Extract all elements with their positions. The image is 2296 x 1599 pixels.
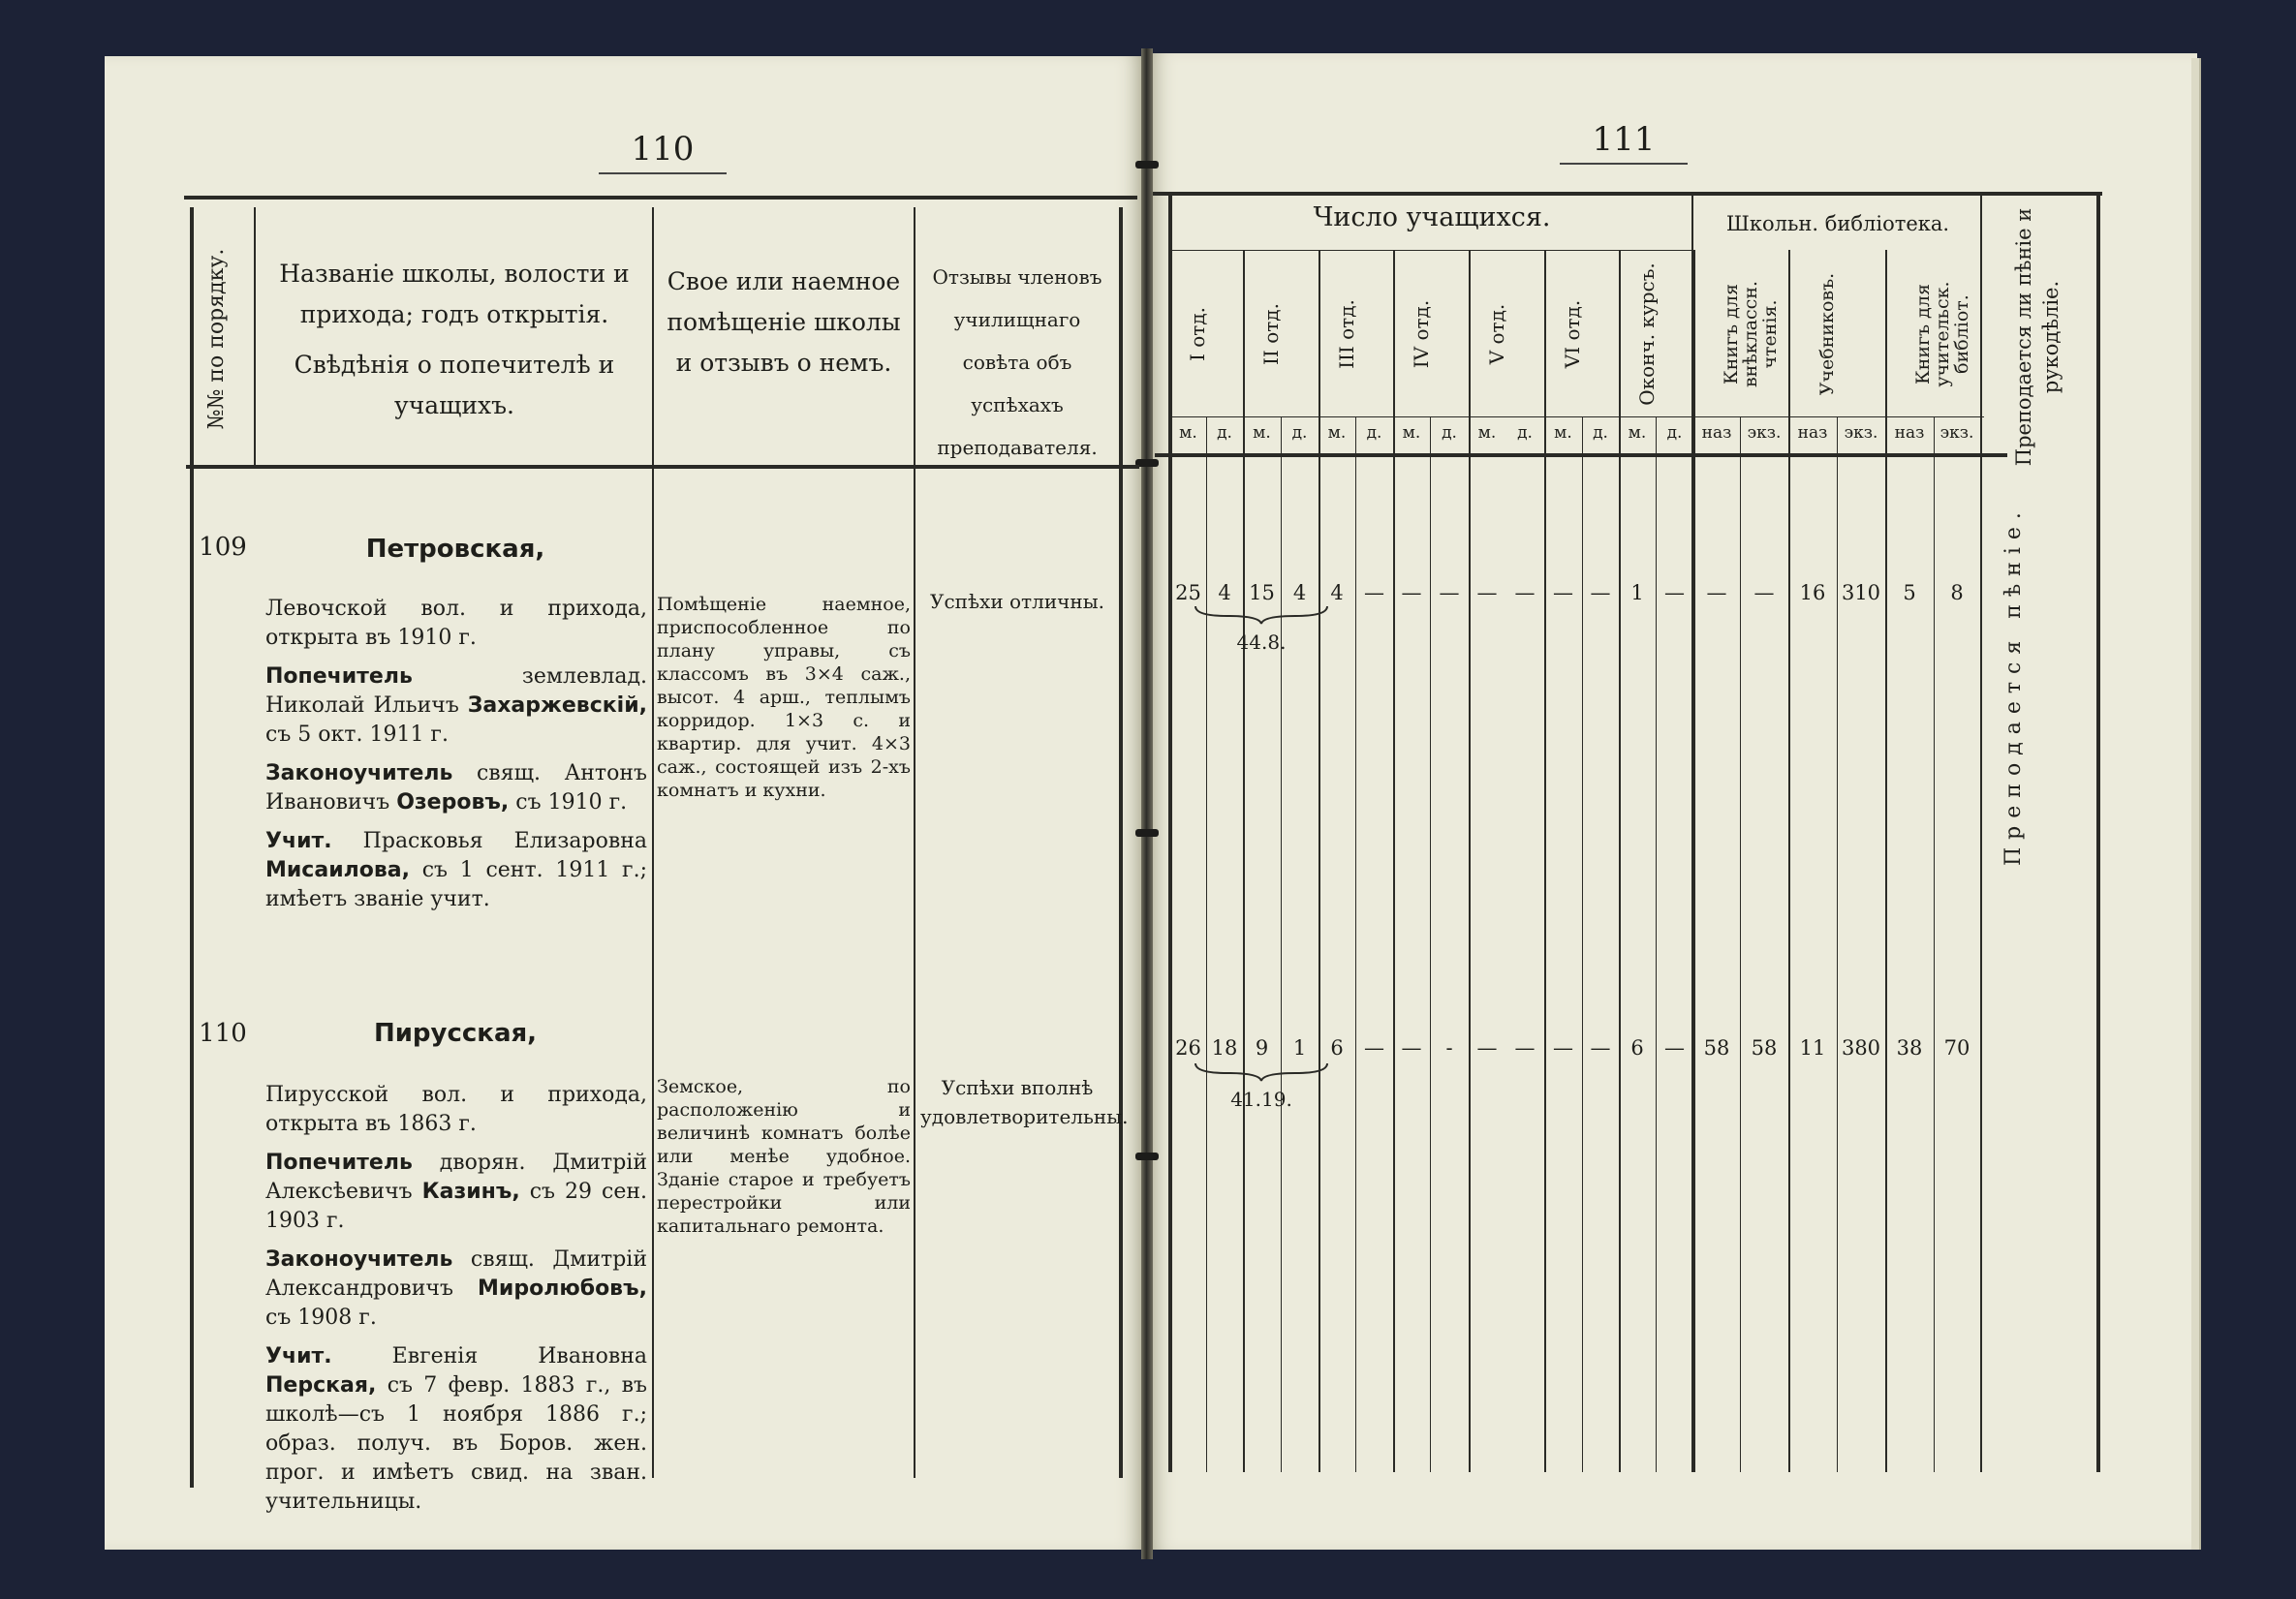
table-top-rule-right	[1153, 192, 2102, 196]
table-cell-value: —	[1753, 581, 1775, 604]
sub-header-md: д.	[1666, 423, 1683, 443]
sub-header-md: м.	[1179, 423, 1197, 443]
trustee-info: Попечитель землевлад. Николай Ильичъ Захаржевскій, съ 5 окт. 1911 г.	[265, 664, 647, 747]
staple	[1135, 829, 1159, 837]
sub-header-md: д.	[1442, 423, 1457, 443]
table-cell-value: —	[1664, 581, 1685, 604]
library-header: Книгъ для учительск. библіот.	[1912, 281, 1972, 387]
staple	[1135, 161, 1159, 169]
total-value: 44.8.	[1236, 630, 1287, 654]
table-cell-value: —	[1476, 581, 1498, 604]
column-divider	[1980, 194, 1982, 1472]
table-cell-value: —	[1590, 581, 1611, 604]
table-cell-value: —	[1439, 581, 1460, 604]
trustee-info: Попечитель дворян. Дмитрій Алексѣевичъ Казинъ, съ 29 сен. 1903 г.	[265, 1151, 648, 1233]
column-divider	[254, 207, 256, 465]
column-divider	[914, 207, 915, 1478]
grade-header: Оконч. курсъ.	[1634, 262, 1659, 406]
table-cell-value: 4	[1292, 581, 1307, 604]
school-name: Пирусская,	[373, 1019, 538, 1048]
header-name: Названіе школы, волости и прихода; годъ открытія.	[279, 260, 630, 328]
table-cell-value: 380	[1841, 1036, 1881, 1060]
column-divider	[652, 207, 654, 1478]
table-cell-value: —	[1476, 1036, 1498, 1060]
header-rule	[1170, 416, 1984, 417]
grade-header: IV отд.	[1410, 299, 1433, 369]
table-cell-value: 16	[1799, 581, 1826, 604]
header-library: Школьн. библіотека.	[1725, 212, 1950, 235]
table-cell-value: 1	[1292, 1036, 1307, 1060]
table-cell-value: 26	[1175, 1036, 1201, 1060]
table-cell-value: 6	[1330, 1036, 1344, 1060]
table-cell-value: 58	[1751, 1036, 1778, 1060]
teacher-info: Учит. Прасковья Елизаровна Мисаилова, съ 1 сент. 1911 г.; имѣетъ званіе учит.	[265, 829, 647, 911]
grid-column-line	[1281, 416, 1282, 1472]
staple	[1135, 1153, 1159, 1160]
table-cell-value: 9	[1255, 1036, 1269, 1060]
sub-header-lib: экз.	[1939, 423, 1974, 443]
table-right-border	[2096, 194, 2100, 1472]
table-cell-value: 58	[1703, 1036, 1730, 1060]
grid-column-line	[1934, 416, 1935, 1472]
row-number: 110	[199, 1019, 247, 1048]
sub-header-md: м.	[1327, 423, 1347, 443]
book-spine	[1141, 48, 1153, 1559]
column-divider	[1119, 207, 1123, 1478]
table-cell-value: 4	[1330, 581, 1344, 604]
table-cell-value: 18	[1211, 1036, 1238, 1060]
total-brace	[1194, 1061, 1329, 1111]
grid-column-line	[1740, 416, 1741, 1472]
law-teacher-info: Законоучитель свящ. Антонъ Ивановичъ Озеровъ, съ 1910 г.	[265, 761, 647, 815]
table-cell-value: 25	[1175, 581, 1201, 604]
header-students: Число учащихся.	[1313, 202, 1551, 232]
sub-header-md: д.	[1517, 423, 1533, 443]
header-rule	[1170, 250, 1693, 251]
table-cell-value: —	[1514, 581, 1536, 604]
table-cell-value: —	[1590, 1036, 1611, 1060]
sub-header-md: д.	[1291, 423, 1308, 443]
table-cell-value: —	[1664, 1036, 1685, 1060]
header-premises: Свое или наемное помѣщеніе школы и отзывъ о немъ.	[667, 267, 901, 377]
school-place: Левочской вол. и прихода, открыта въ 1910 г.	[265, 597, 647, 650]
library-header: Учебниковъ.	[1816, 272, 1838, 396]
page-edge	[2191, 58, 2201, 1550]
teacher-info: Учит. Евгенія Ивановна Перская, съ 7 февр. 1883 г., въ школѣ—съ 1 ноября 1886 г.; образ. получ. въ Боров. жен. прог. и имѣетъ свид. на зван. учительницы.	[265, 1344, 648, 1514]
table-cell-value: —	[1553, 581, 1573, 604]
grid-column-line	[1430, 416, 1431, 1472]
grid-column-line	[1837, 416, 1838, 1472]
page-number-right: 111	[1560, 120, 1688, 165]
table-cell-value: 8	[1950, 581, 1964, 604]
review-text: Успѣхи вполнѣ удовлетворительны.	[920, 1076, 1129, 1128]
total-brace	[1194, 604, 1329, 654]
premises-text: Земское, по расположенію и величинѣ комнатъ болѣе или менѣе удобное. Зданіе старое и требуетъ перестройки или капитальнаго ремонта.	[657, 1076, 911, 1237]
sub-header-md: м.	[1477, 423, 1497, 443]
premises-text: Помѣщеніе наемное, приспособленное по плану управы, съ классомъ въ 3×4 саж., высот. 4 арш., теплымъ корридор. 1×3 с. и квартир. для учит. 4×3 саж., состоящей изъ 2-хъ комнатъ и кухни.	[657, 594, 911, 801]
table-cell-value: 11	[1799, 1036, 1826, 1060]
law-teacher-info: Законоучитель свящ. Дмитрій Александровичъ Миролюбовъ, съ 1908 г.	[265, 1247, 648, 1330]
header-singing: Преподается ли пѣніе и рукодѣліе.	[2012, 207, 2063, 467]
sub-header-md: д.	[1366, 423, 1382, 443]
sub-header-lib: наз	[1701, 423, 1732, 443]
table-cell-value: 5	[1903, 581, 1916, 604]
table-cell-value: —	[1401, 581, 1422, 604]
table-cell-value: —	[1514, 1036, 1536, 1060]
table-cell-value: 70	[1943, 1036, 1970, 1060]
sub-header-lib: экз.	[1844, 423, 1878, 443]
school-name: Петровская,	[365, 535, 545, 564]
table-cell-value: 38	[1896, 1036, 1923, 1060]
total-value: 41.19.	[1230, 1088, 1292, 1111]
header-order: №№ по порядку.	[204, 248, 229, 430]
library-header: Книгъ для внѣклассн. чтенія.	[1721, 280, 1781, 388]
table-left-border-right	[1168, 194, 1172, 1472]
sub-header-md: м.	[1253, 423, 1271, 443]
header-trustee: Свѣдѣнія о попечителѣ и учащихъ.	[294, 351, 615, 419]
table-cell-value: -	[1445, 1036, 1453, 1060]
table-cell-value: —	[1706, 581, 1727, 604]
header-reviews: Отзывы членовъ училищнаго совѣта объ успѣхахъ преподавателя.	[932, 265, 1102, 459]
header-bottom-rule-right	[1155, 453, 2007, 457]
grid-column-line	[1206, 416, 1207, 1472]
grade-header: VI отд.	[1560, 299, 1584, 369]
brace-icon	[1194, 604, 1329, 626]
grade-header: II отд.	[1259, 303, 1283, 365]
school-details	[265, 1081, 647, 1526]
sub-header-md: д.	[1593, 423, 1608, 443]
grade-header: III отд.	[1334, 299, 1358, 369]
table-cell-value: 1	[1630, 581, 1644, 604]
table-cell-value: —	[1553, 1036, 1573, 1060]
table-left-border	[190, 207, 194, 1488]
grade-header: V отд.	[1485, 303, 1508, 365]
brace-icon	[1194, 1061, 1329, 1083]
table-top-rule	[184, 196, 1137, 200]
table-cell-value: 4	[1218, 581, 1231, 604]
school-details	[265, 595, 647, 924]
review-text: Успѣхи отличны.	[930, 590, 1104, 613]
table-cell-value: —	[1401, 1036, 1422, 1060]
sub-header-lib: наз	[1797, 423, 1828, 443]
grid-column-line	[1355, 416, 1356, 1472]
page-number-left: 110	[599, 130, 727, 174]
sub-header-lib: наз	[1894, 423, 1925, 443]
table-cell-value: —	[1364, 581, 1384, 604]
table-cell-value: 6	[1630, 1036, 1644, 1060]
school-place: Пирусской вол. и прихода, открыта въ 1863 г.	[265, 1083, 647, 1136]
sub-header-md: м.	[1628, 423, 1647, 443]
table-cell-value: —	[1364, 1036, 1384, 1060]
sub-header-md: м.	[1402, 423, 1421, 443]
table-cell-value: 15	[1249, 581, 1275, 604]
sub-header-lib: экз.	[1747, 423, 1782, 443]
grid-column-line	[1582, 416, 1583, 1472]
grid-column-line	[1656, 416, 1657, 1472]
sub-header-md: д.	[1217, 423, 1232, 443]
sub-header-md: м.	[1554, 423, 1572, 443]
grade-header: I отд.	[1185, 306, 1209, 362]
row-number: 109	[199, 533, 247, 562]
singing-note: Преподается пѣніе.	[2001, 505, 2026, 866]
table-cell-value: 310	[1841, 581, 1881, 604]
